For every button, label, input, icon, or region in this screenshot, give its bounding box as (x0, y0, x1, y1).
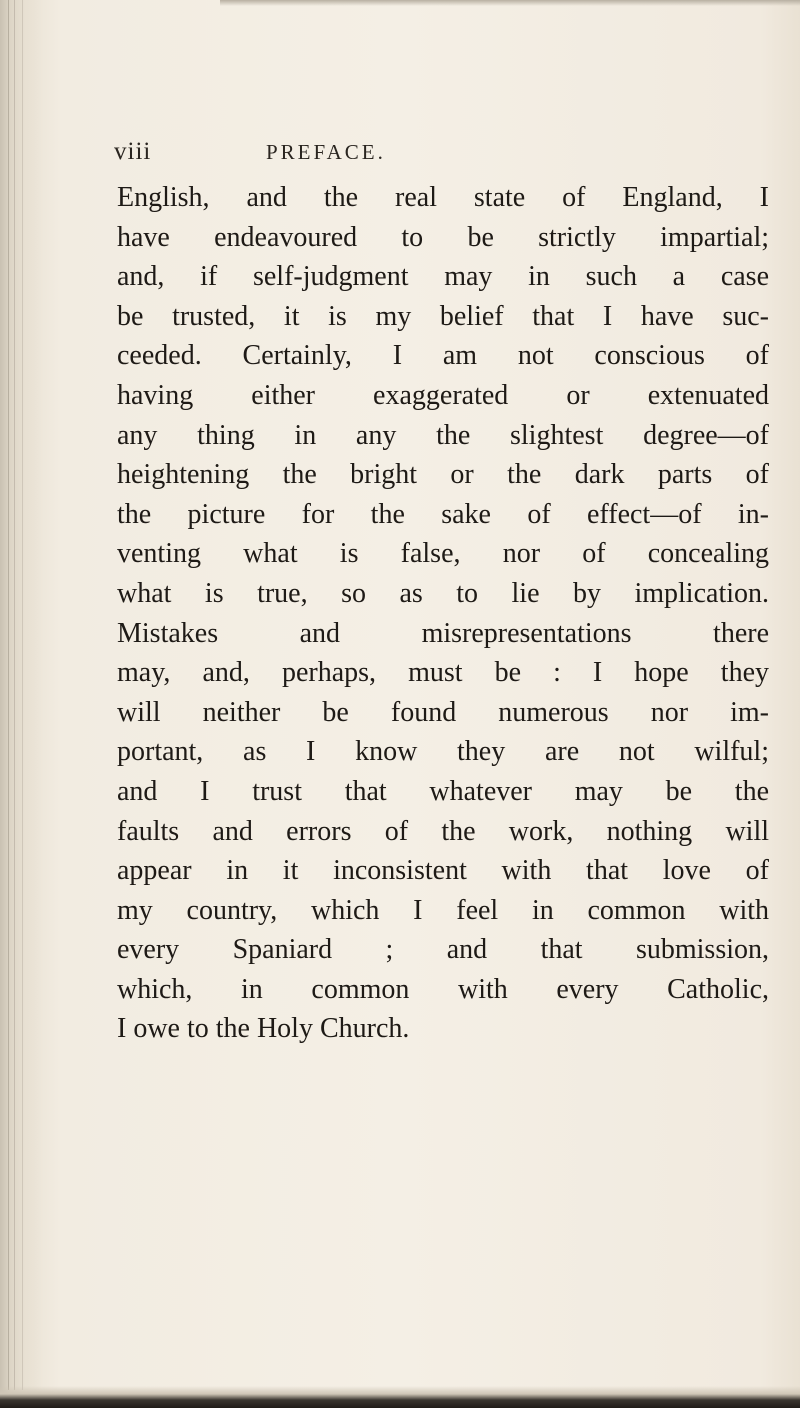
text-line: venting what is false, nor of concealing (117, 538, 769, 570)
gutter-line (22, 0, 23, 1390)
gutter-line (8, 0, 9, 1390)
text-line: faults and errors of the work, nothing will (117, 815, 769, 847)
text-line: I owe to the Holy Church. (117, 1013, 410, 1045)
body-text (117, 178, 769, 1049)
gutter-line (14, 0, 15, 1390)
text-line: have endeavoured to be strictly impartial; (117, 221, 769, 253)
text-line: having either exaggerated or extenuated (117, 379, 769, 411)
text-line: which, in common with every Catholic, (117, 973, 769, 1005)
text-line: and I trust that whatever may be the (117, 775, 769, 807)
page-top-edge (220, 0, 800, 6)
text-line: English, and the real state of England, I (117, 182, 769, 213)
text-line: and, if self-judgment may in such a case (117, 261, 769, 293)
page-bottom-edge (0, 1386, 800, 1408)
text-line: the picture for the sake of effect—of in- (117, 498, 769, 530)
text-line: appear in it inconsistent with that love of (117, 855, 769, 887)
text-line: any thing in any the slightest degree—of (117, 419, 769, 451)
page-header (114, 138, 754, 168)
text-line: what is true, so as to lie by implication. (117, 577, 769, 609)
text-line: every Spaniard ; and that submission, (117, 934, 769, 966)
page-number: viii (114, 138, 152, 165)
text-line: my country, which I feel in common with (117, 894, 769, 926)
text-line: be trusted, it is my belief that I have suc- (117, 300, 769, 332)
text-line: heightening the bright or the dark parts of (117, 459, 769, 491)
text-line: ceeded. Certainly, I am not conscious of (117, 340, 769, 372)
text-line: portant, as I know they are not wilful; (117, 736, 769, 768)
text-line: may, and, perhaps, must be : I hope they (117, 657, 769, 689)
binding-gutter (0, 0, 42, 1408)
text-line: will neither be found numerous nor im- (117, 696, 769, 728)
running-head: PREFACE. (266, 140, 386, 164)
text-line: Mistakes and misrepresentations there (117, 617, 769, 649)
